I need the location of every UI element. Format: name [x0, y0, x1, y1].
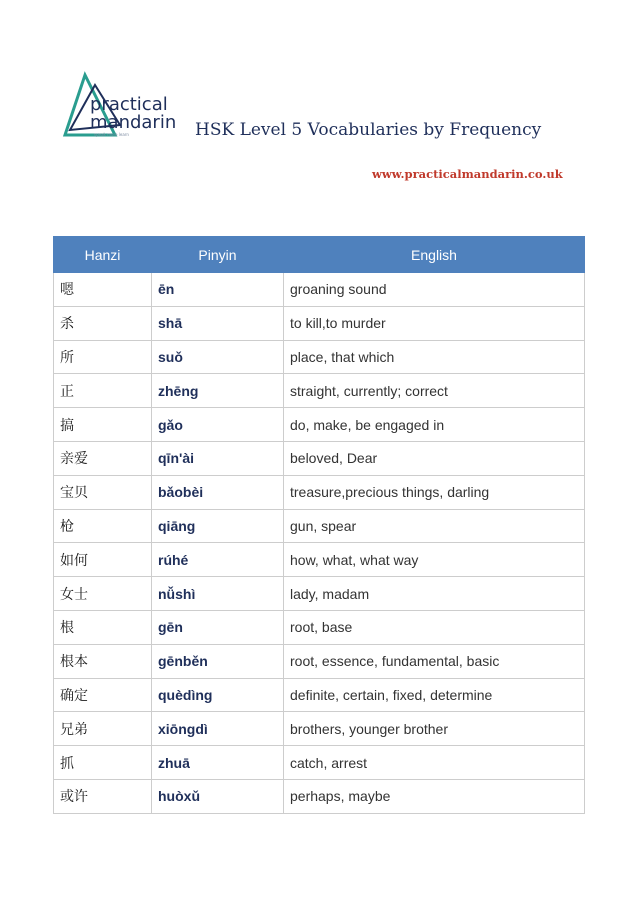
hanzi-cell: 确定 [54, 678, 152, 712]
hanzi-cell: 女士 [54, 577, 152, 611]
pinyin-cell: rúhé [152, 543, 284, 577]
table-row [54, 712, 585, 746]
english-cell: brothers, younger brother [284, 712, 585, 746]
hanzi-cell: 嗯 [54, 273, 152, 307]
pinyin-cell: huòxǔ [152, 779, 284, 813]
pinyin-cell: shā [152, 306, 284, 340]
table-row [54, 644, 585, 678]
table-row [54, 374, 585, 408]
table-row [54, 408, 585, 442]
hanzi-cell: 正 [54, 374, 152, 408]
pinyin-cell: qīn'ài [152, 441, 284, 475]
pinyin-cell: gǎo [152, 408, 284, 442]
english-cell: how, what, what way [284, 543, 585, 577]
pinyin-cell: quèdìng [152, 678, 284, 712]
english-cell: beloved, Dear [284, 441, 585, 475]
english-cell: gun, spear [284, 509, 585, 543]
english-cell: root, essence, fundamental, basic [284, 644, 585, 678]
table-row [54, 577, 585, 611]
hanzi-cell: 兄弟 [54, 712, 152, 746]
logo-text-line1: practical [90, 94, 168, 115]
hanzi-cell: 根 [54, 610, 152, 644]
pinyin-cell: qiāng [152, 509, 284, 543]
pinyin-cell: suǒ [152, 340, 284, 374]
hanzi-cell: 枪 [54, 509, 152, 543]
pinyin-cell: ēn [152, 273, 284, 307]
english-cell: root, base [284, 610, 585, 644]
column-header-hanzi: Hanzi [54, 237, 152, 273]
table-row [54, 779, 585, 813]
table-row [54, 610, 585, 644]
vocabulary-table-body [54, 273, 585, 814]
pinyin-cell: xiōngdì [152, 712, 284, 746]
english-cell: lady, madam [284, 577, 585, 611]
hanzi-cell: 如何 [54, 543, 152, 577]
pinyin-cell: zhuā [152, 746, 284, 780]
english-cell: groaning sound [284, 273, 585, 307]
table-row [54, 340, 585, 374]
hanzi-cell: 所 [54, 340, 152, 374]
hanzi-cell: 搞 [54, 408, 152, 442]
vocabulary-table [53, 236, 585, 814]
pinyin-cell: nǚshì [152, 577, 284, 611]
english-cell: catch, arrest [284, 746, 585, 780]
pinyin-cell: bǎobèi [152, 475, 284, 509]
pinyin-cell: gēn [152, 610, 284, 644]
table-row [54, 441, 585, 475]
logo-tagline: speak more learn [94, 132, 129, 137]
english-cell: to kill,to murder [284, 306, 585, 340]
hanzi-cell: 宝贝 [54, 475, 152, 509]
page-title: HSK Level 5 Vocabularies by Frequency [195, 120, 542, 140]
table-header-row [54, 237, 585, 273]
pinyin-cell: zhēng [152, 374, 284, 408]
logo-text-line2: mandarin [90, 112, 177, 133]
english-cell: do, make, be engaged in [284, 408, 585, 442]
table-row [54, 746, 585, 780]
table-row [54, 509, 585, 543]
table-row [54, 475, 585, 509]
hanzi-cell: 抓 [54, 746, 152, 780]
website-link[interactable]: www.practicalmandarin.co.uk [372, 167, 563, 181]
english-cell: place, that which [284, 340, 585, 374]
table-row [54, 306, 585, 340]
table-row [54, 678, 585, 712]
column-header-english: English [284, 237, 585, 273]
english-cell: treasure,precious things, darling [284, 475, 585, 509]
english-cell: definite, certain, fixed, determine [284, 678, 585, 712]
column-header-pinyin: Pinyin [152, 237, 284, 273]
table-row [54, 273, 585, 307]
table-row [54, 543, 585, 577]
english-cell: straight, currently; correct [284, 374, 585, 408]
hanzi-cell: 杀 [54, 306, 152, 340]
hanzi-cell: 或许 [54, 779, 152, 813]
hanzi-cell: 亲爱 [54, 441, 152, 475]
pinyin-cell: gēnběn [152, 644, 284, 678]
hanzi-cell: 根本 [54, 644, 152, 678]
english-cell: perhaps, maybe [284, 779, 585, 813]
